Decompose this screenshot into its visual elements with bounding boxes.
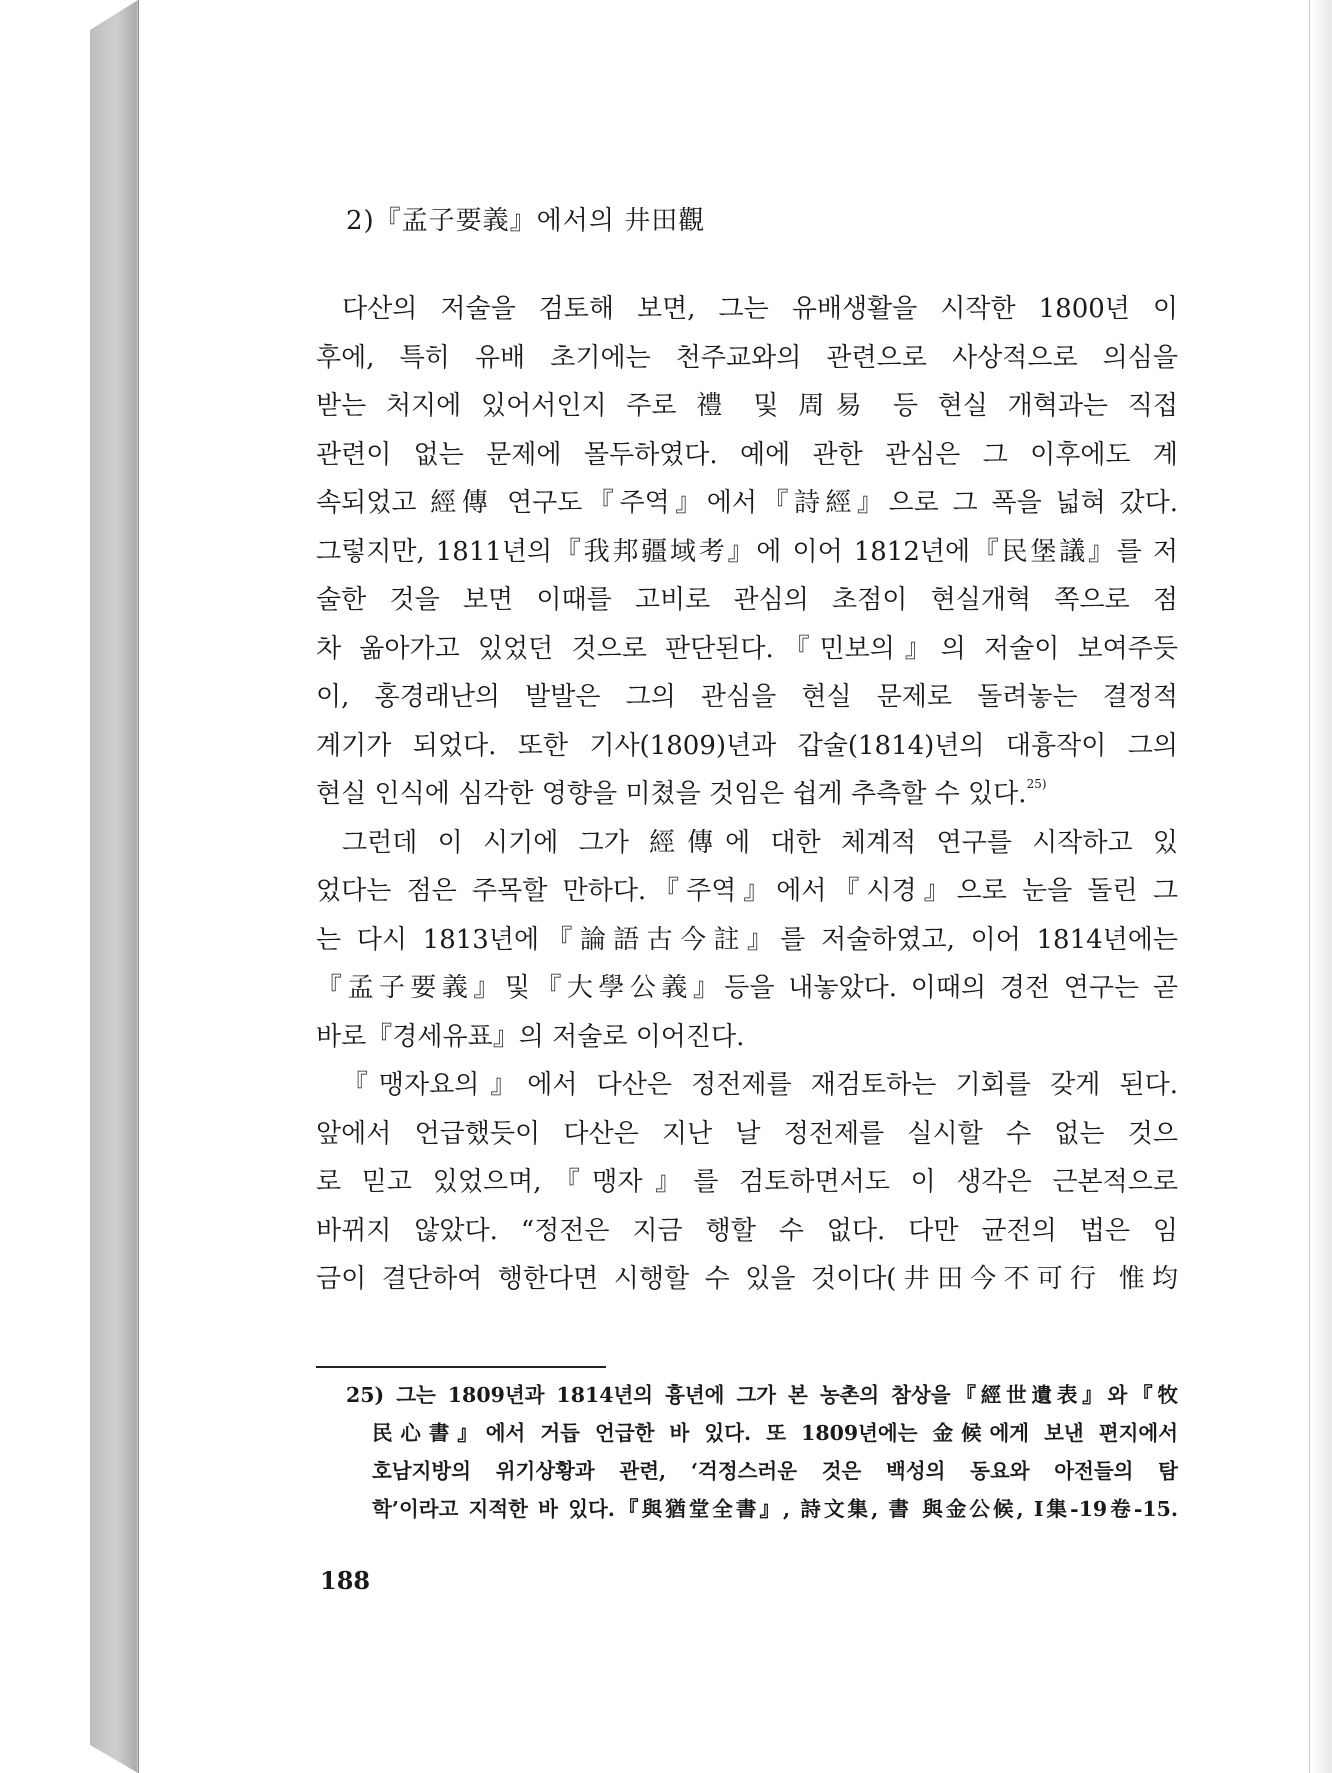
- body-text: [316, 285, 1178, 1304]
- footnote-reference: 25): [1026, 777, 1047, 791]
- text-line: 관련이 없는 문제에 몰두하였다. 예에 관한 관심은 그 이후에도 계: [316, 439, 1178, 470]
- text-line: 었다는 점은 주목할 만하다.『주역』에서『시경』으로 눈을 돌린 그: [316, 876, 1178, 906]
- text-line: 이, 홍경래난의 발발은 그의 관심을 현실 문제로 돌려놓는 결정적: [316, 682, 1178, 712]
- paragraph-2: [316, 819, 1178, 1062]
- text-line: 차 옮아가고 있었던 것으로 판단된다.『민보의』의 저술이 보여주듯: [316, 633, 1178, 664]
- paragraph-1: [316, 285, 1178, 819]
- text-line: 바로『경세유표』의 저술로 이어진다.: [316, 1021, 745, 1052]
- text-line: 그런데 이 시기에 그가 經傳에 대한 체계적 연구를 시작하고 있: [342, 827, 1178, 858]
- book-page-edge: [1309, 0, 1332, 1773]
- text-line: [316, 770, 1178, 819]
- text-line: 다산의 저술을 검토해 보면, 그는 유배생활을 시작한 1800년 이: [342, 294, 1178, 324]
- section-heading: 2)『孟子要義』에서의 井田觀: [346, 206, 706, 236]
- footnote-divider: [316, 1366, 606, 1368]
- footnote: [346, 1376, 1178, 1528]
- text-line-content: 현실 인식에 심각한 영향을 미쳤을 것임은 쉽게 추측할 수 있다.: [316, 779, 1027, 809]
- footnote-line: 학’이라고 지적한 바 있다.『與猶堂全書』, 詩文集, 書 與金公候, I集-19卷-15.: [372, 1497, 1178, 1521]
- paragraph-3: [316, 1061, 1178, 1304]
- footnote-line: 25) 그는 1809년과 1814년의 흉년에 그가 본 농촌의 참상을『經世遺表』와『牧: [346, 1383, 1178, 1407]
- book-spine: [90, 0, 138, 1773]
- text-line: 앞에서 언급했듯이 다산은 지난 날 정전제를 실시할 수 없는 것으: [316, 1118, 1178, 1149]
- footnote-line: 民心書』에서 거듭 언급한 바 있다. 또 1809년에는 金候에게 보낸 편지에서: [372, 1421, 1178, 1445]
- text-line: 술한 것을 보면 이때를 고비로 관심의 초점이 현실개혁 쪽으로 점: [316, 585, 1178, 615]
- text-line: 『맹자요의』에서 다산은 정전제를 재검토하는 기회를 갖게 된다.: [342, 1070, 1178, 1100]
- text-line: 로 믿고 있었으며,『맹자』를 검토하면서도 이 생각은 근본적으로: [316, 1167, 1178, 1197]
- text-line: 받는 처지에 있어서인지 주로 禮 및 周易 등 현실 개혁과는 직접: [316, 391, 1178, 421]
- text-line: 금이 결단하여 행한다면 시행할 수 있을 것이다(井田今不可行 惟均: [316, 1264, 1178, 1294]
- text-line: 그렇지만, 1811년의『我邦疆域考』에 이어 1812년에『民堡議』를 저: [316, 536, 1178, 567]
- text-line: 후에, 특히 유배 초기에는 천주교와의 관련으로 사상적으로 의심을: [316, 342, 1178, 373]
- page-number: 188: [320, 1566, 371, 1595]
- text-line: 계기가 되었다. 또한 기사(1809)년과 갑술(1814)년의 대흉작이 그의: [316, 730, 1178, 761]
- text-line: 는 다시 1813년에『論語古今註』를 저술하였고, 이어 1814년에는: [316, 924, 1178, 955]
- footnote-line: 호남지방의 위기상황과 관련, ‘걱정스러운 것은 백성의 동요와 아전들의 탐: [372, 1459, 1178, 1483]
- text-line: 『孟子要義』및『大學公義』등을 내놓았다. 이때의 경전 연구는 곧: [316, 973, 1178, 1003]
- text-line: 바뀌지 않았다. “정전은 지금 행할 수 없다. 다만 균전의 법은 임: [316, 1215, 1178, 1246]
- text-line: 속되었고 經傳 연구도『주역』에서『詩經』으로 그 폭을 넓혀 갔다.: [316, 488, 1178, 518]
